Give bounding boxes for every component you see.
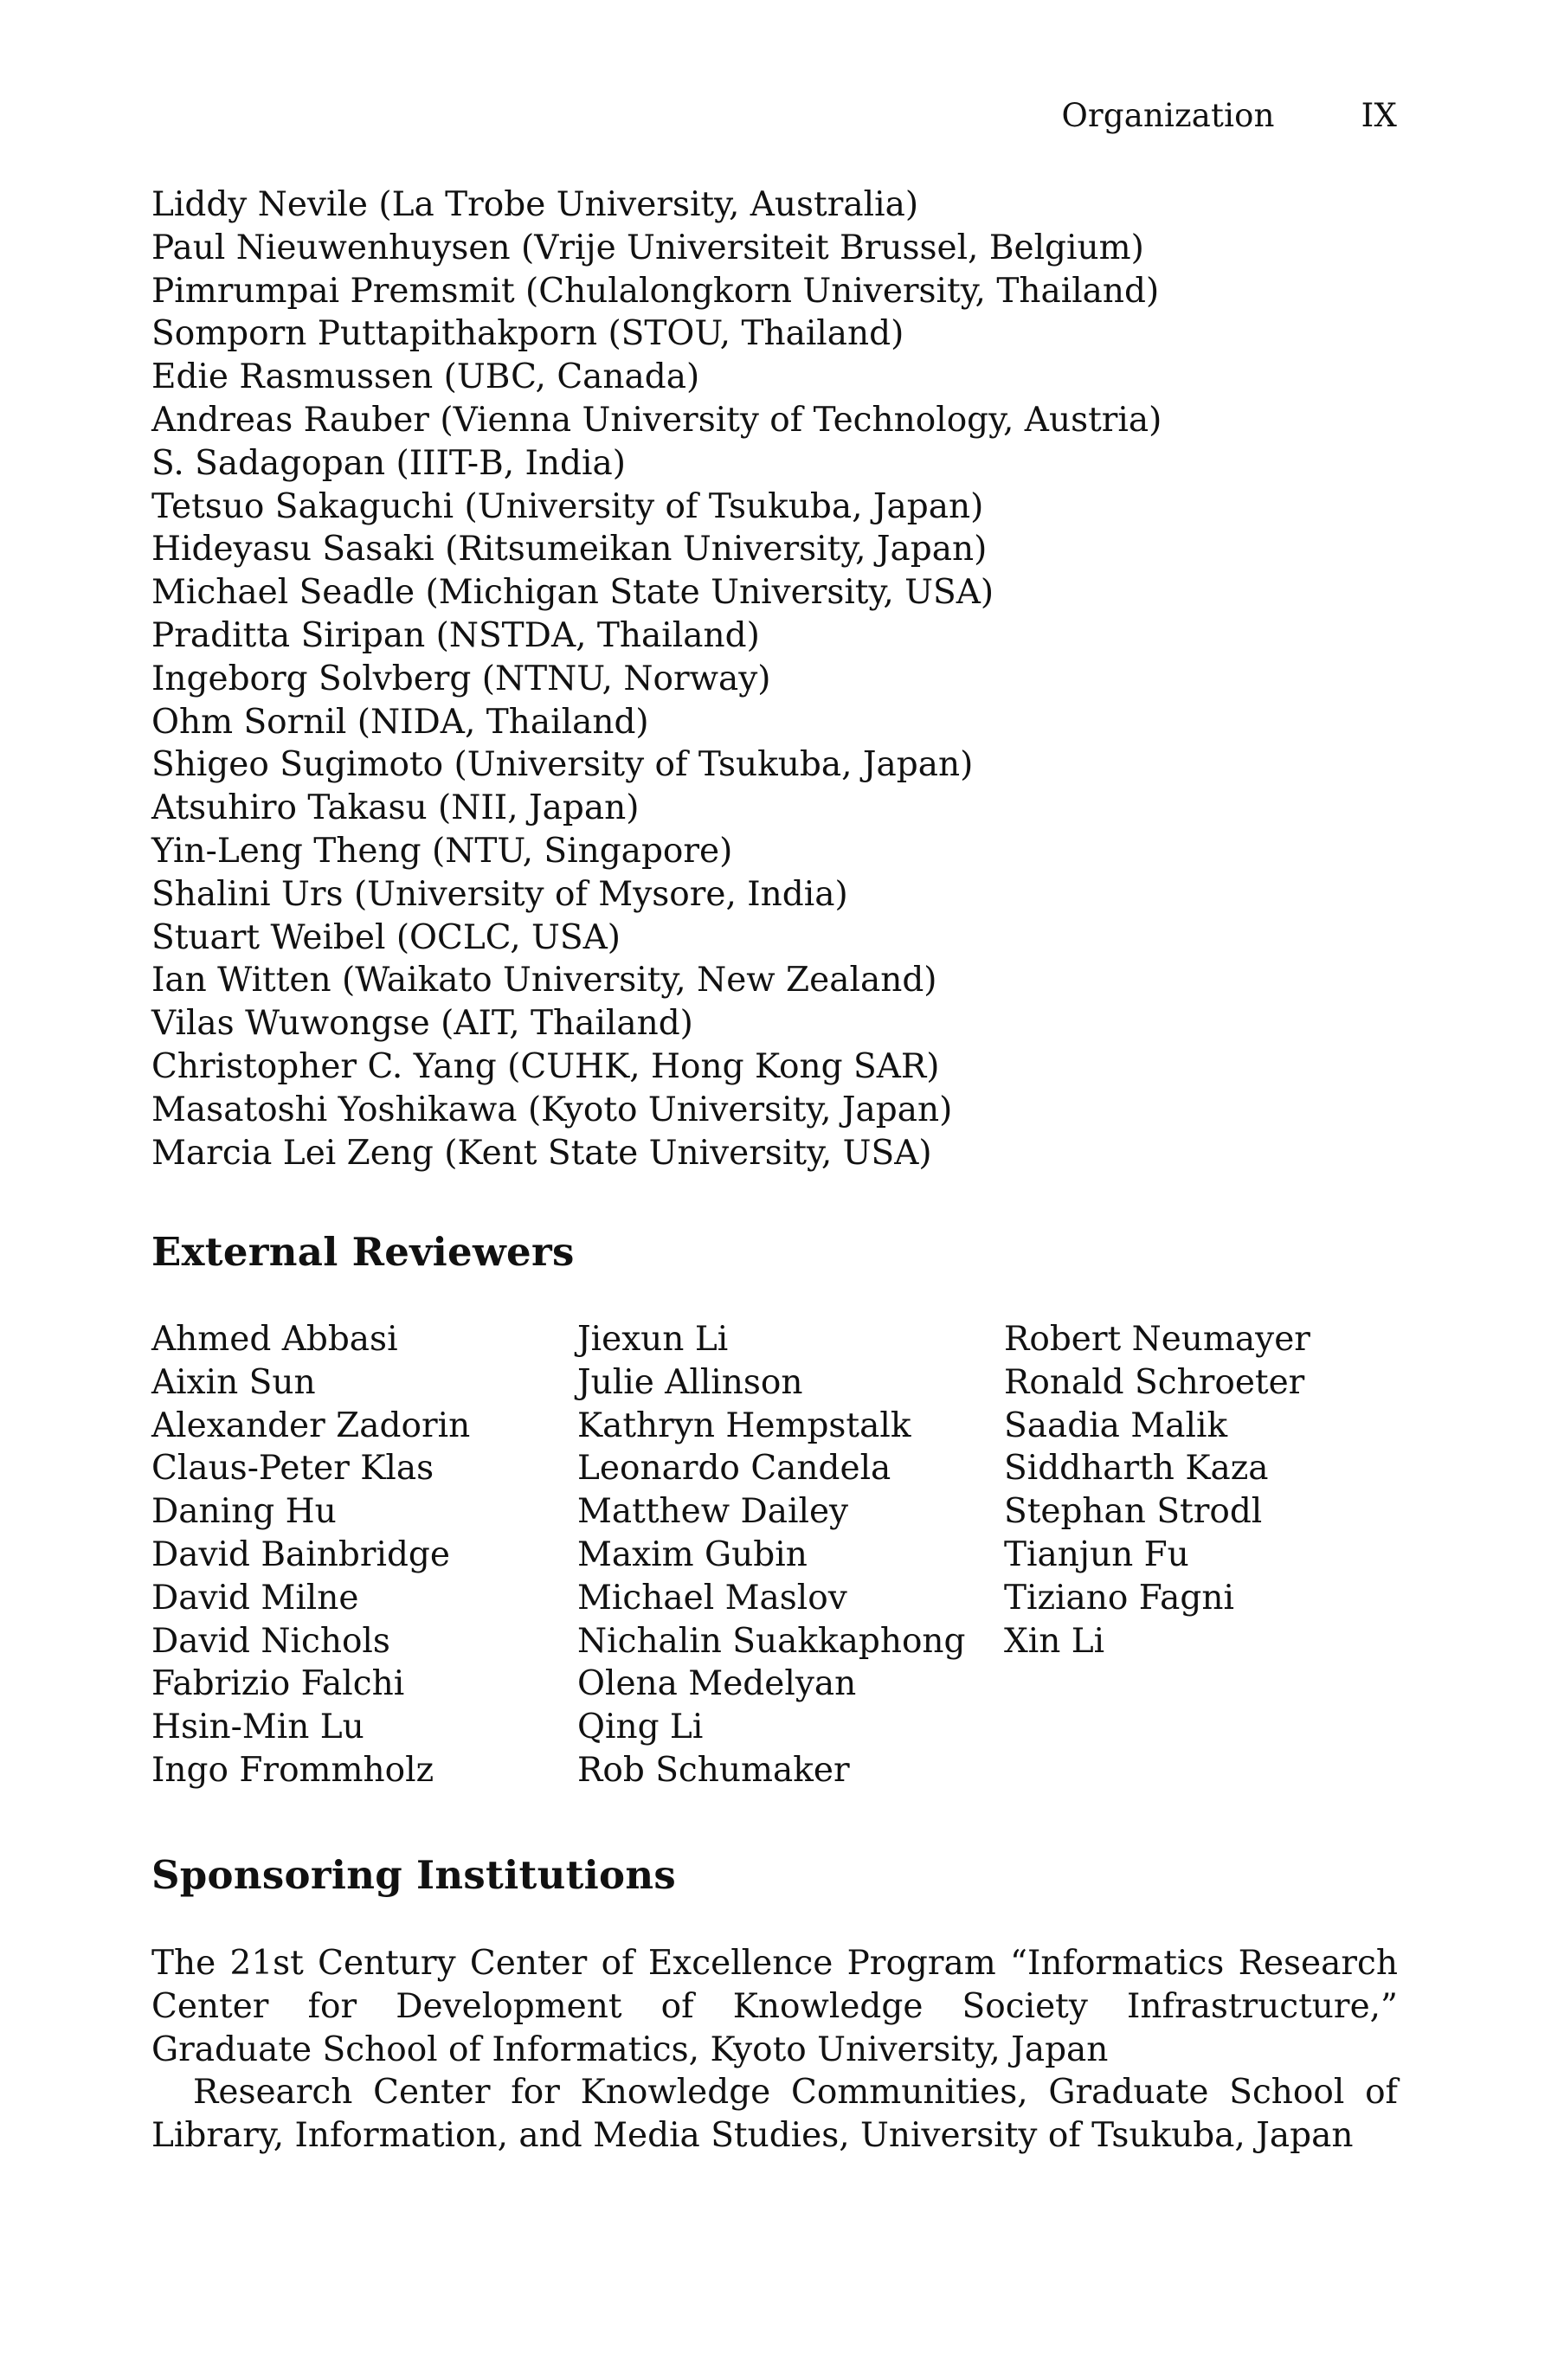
reviewers-column-1 bbox=[151, 1318, 470, 1792]
reviewer-name: Ronald Schroeter bbox=[1004, 1362, 1305, 1402]
page-number: IX bbox=[1361, 97, 1397, 134]
reviewer-name: Tiziano Fagni bbox=[1004, 1578, 1234, 1618]
committee-member: Hideyasu Sasaki (Ritsumeikan University, Japan) bbox=[151, 530, 988, 569]
reviewers-column-3 bbox=[1004, 1318, 1310, 1663]
committee-member: Paul Nieuwenhuysen (Vrije Universiteit Brussel, Belgium) bbox=[151, 228, 1144, 267]
reviewer-name: Saadia Malik bbox=[1004, 1405, 1228, 1445]
committee-member: Shalini Urs (University of Mysore, India) bbox=[151, 874, 848, 914]
running-head-section: Organization bbox=[1061, 97, 1275, 134]
reviewer-name: David Nichols bbox=[151, 1621, 390, 1661]
committee-member: Somporn Puttapithakporn (STOU, Thailand) bbox=[151, 314, 904, 354]
committee-member: Vilas Wuwongse (AIT, Thailand) bbox=[151, 1004, 693, 1044]
reviewer-name: Olena Medelyan bbox=[577, 1664, 857, 1704]
reviewer-name: Daning Hu bbox=[151, 1492, 337, 1532]
committee-member: Pimrumpai Premsmit (Chulalongkorn University, Thailand) bbox=[151, 271, 1160, 311]
committee-member: Michael Seadle (Michigan State University, USA) bbox=[151, 573, 994, 613]
reviewer-name: Julie Allinson bbox=[577, 1362, 803, 1402]
reviewer-name: Leonardo Candela bbox=[577, 1449, 891, 1489]
committee-member: Ingeborg Solvberg (NTNU, Norway) bbox=[151, 659, 771, 698]
reviewer-name: Michael Maslov bbox=[577, 1578, 847, 1618]
reviewer-name: Stephan Strodl bbox=[1004, 1492, 1263, 1532]
sponsor-paragraph: Research Center for Knowledge Communities, Graduate School of Library, Information, and Media Studies, University of Tsukuba, Japan bbox=[151, 2073, 1398, 2156]
reviewer-name: Tianjun Fu bbox=[1004, 1534, 1189, 1574]
reviewer-name: Claus-Peter Klas bbox=[151, 1449, 434, 1489]
committee-member: Ian Witten (Waikato University, New Zealand) bbox=[151, 961, 937, 1000]
reviewer-name: David Bainbridge bbox=[151, 1534, 450, 1574]
reviewer-name: Nichalin Suakkaphong bbox=[577, 1621, 966, 1661]
reviewer-name: Xin Li bbox=[1004, 1621, 1105, 1661]
committee-member: Masatoshi Yoshikawa (Kyoto University, Japan) bbox=[151, 1090, 953, 1129]
reviewer-name: Alexander Zadorin bbox=[151, 1405, 471, 1445]
committee-member: Stuart Weibel (OCLC, USA) bbox=[151, 917, 621, 957]
committee-member: Yin-Leng Theng (NTU, Singapore) bbox=[151, 831, 733, 871]
committee-member: Liddy Nevile (La Trobe University, Australia) bbox=[151, 185, 919, 224]
committee-list bbox=[151, 183, 1406, 1174]
committee-member: Tetsuo Sakaguchi (University of Tsukuba, Japan) bbox=[151, 486, 984, 526]
reviewer-name: Siddharth Kaza bbox=[1004, 1449, 1269, 1489]
reviewers-column-2 bbox=[577, 1318, 966, 1792]
sponsoring-institutions-text bbox=[151, 1942, 1398, 2158]
reviewer-name: Jiexun Li bbox=[577, 1320, 729, 1359]
sponsoring-institutions-heading: Sponsoring Institutions bbox=[151, 1852, 677, 1898]
committee-member: Atsuhiro Takasu (NII, Japan) bbox=[151, 788, 640, 828]
committee-member: Praditta Siripan (NSTDA, Thailand) bbox=[151, 615, 760, 655]
running-head bbox=[1061, 97, 1397, 134]
reviewer-name: Rob Schumaker bbox=[577, 1750, 850, 1790]
committee-member: Andreas Rauber (Vienna University of Technology, Austria) bbox=[151, 400, 1162, 440]
external-reviewers-heading: External Reviewers bbox=[151, 1229, 575, 1275]
committee-member: S. Sadagopan (IIIT-B, India) bbox=[151, 443, 626, 483]
reviewer-name: Fabrizio Falchi bbox=[151, 1664, 405, 1704]
committee-member: Christopher C. Yang (CUHK, Hong Kong SAR) bbox=[151, 1046, 940, 1086]
reviewer-name: David Milne bbox=[151, 1578, 359, 1618]
reviewer-name: Robert Neumayer bbox=[1004, 1320, 1310, 1359]
reviewer-name: Kathryn Hempstalk bbox=[577, 1405, 911, 1445]
reviewer-name: Aixin Sun bbox=[151, 1362, 316, 1402]
reviewer-name: Matthew Dailey bbox=[577, 1492, 849, 1532]
reviewer-name: Maxim Gubin bbox=[577, 1534, 808, 1574]
committee-member: Edie Rasmussen (UBC, Canada) bbox=[151, 357, 700, 397]
reviewer-name: Hsin-Min Lu bbox=[151, 1708, 364, 1747]
reviewer-name: Ingo Frommholz bbox=[151, 1750, 434, 1790]
reviewer-name: Qing Li bbox=[577, 1708, 704, 1747]
committee-member: Shigeo Sugimoto (University of Tsukuba, Japan) bbox=[151, 745, 974, 785]
reviewer-name: Ahmed Abbasi bbox=[151, 1320, 398, 1359]
committee-member: Marcia Lei Zeng (Kent State University, USA) bbox=[151, 1133, 932, 1173]
committee-member: Ohm Sornil (NIDA, Thailand) bbox=[151, 702, 649, 742]
sponsor-paragraph: The 21st Century Center of Excellence Program “Informatics Research Center for Development of Knowledge Society Infrastructure,” Graduate School of Informatics, Kyoto University, Japan bbox=[151, 1944, 1398, 2069]
